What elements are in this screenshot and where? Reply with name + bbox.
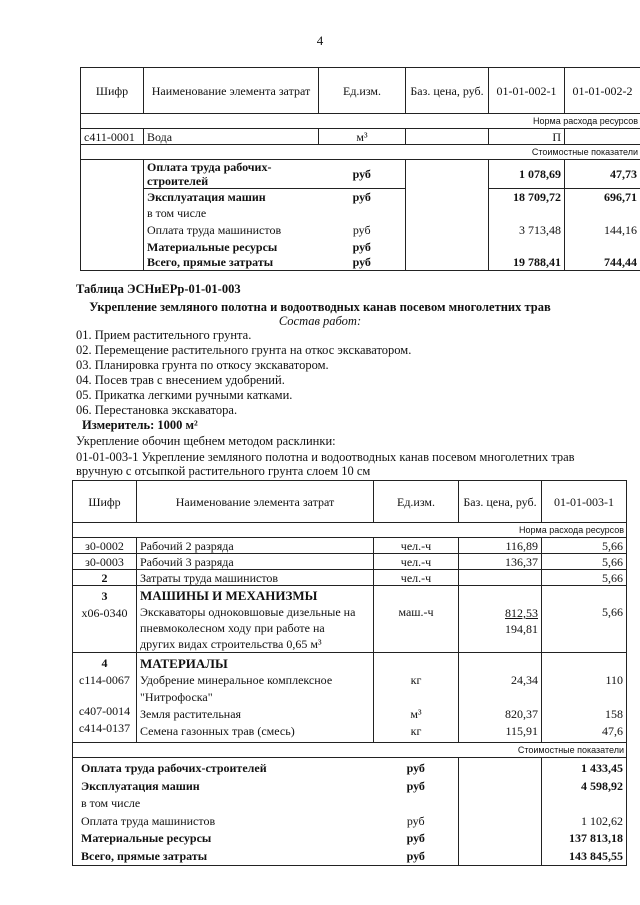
cell-price: 24,34 xyxy=(511,673,538,687)
cell-price: 194,81 xyxy=(505,622,538,636)
header-col5: 01-01-002-1 xyxy=(489,68,565,114)
description-line: Укрепление обочин щебнем методом расклинки: xyxy=(76,434,336,448)
table-row xyxy=(81,189,640,205)
cell-name: Рабочий 3 разряда xyxy=(137,554,374,570)
page-number: 4 xyxy=(316,33,324,48)
cell-norm: 5,66 xyxy=(542,554,627,570)
table-row xyxy=(73,538,627,554)
header-unit: Ед.изм. xyxy=(374,481,459,523)
cost-unit: руб xyxy=(406,831,425,845)
description-line: вручную с отсыпкой растительного грунта слоем 10 см xyxy=(76,464,371,478)
cell-code: с407-0014 xyxy=(78,704,131,718)
work-item: 05. Прикатка легкими ручными катками. xyxy=(76,388,293,402)
meter: Измеритель: 1000 м² xyxy=(82,418,198,432)
cost-name: Оплата труда машинистов xyxy=(81,813,216,828)
cell-code: с414-0137 xyxy=(78,721,131,735)
table-row xyxy=(73,586,627,653)
norm-label: Норма расхода ресурсов xyxy=(81,114,640,129)
cost-v2: 47,73 xyxy=(565,160,640,189)
cell-code: х06-0340 xyxy=(81,606,128,620)
cell-code: з0-0002 xyxy=(73,538,137,554)
resource-table-2 xyxy=(72,480,627,866)
table-row xyxy=(73,653,627,743)
header-code: Шифр xyxy=(73,481,137,523)
header-col5: 01-01-003-1 xyxy=(542,481,627,523)
works-heading: Состав работ: xyxy=(278,314,362,328)
cell-code: 2 xyxy=(73,570,137,586)
cost-label: Стоимостные показатели xyxy=(73,743,627,758)
cost-v2: 696,71 xyxy=(565,189,640,205)
cell-price: 136,37 xyxy=(459,554,542,570)
cost-name: Всего, прямые затраты xyxy=(81,848,208,863)
cell-norm: 47,6 xyxy=(602,724,623,738)
cell-unit: чел.-ч xyxy=(374,538,459,554)
cell-unit: кг xyxy=(410,673,422,687)
work-item: 01. Прием растительного грунта. xyxy=(76,328,252,342)
cell-code: с411-0001 xyxy=(81,129,144,145)
cost-name: Эксплуатация машин xyxy=(147,189,266,204)
header-name: Наименование элемента затрат xyxy=(137,481,374,523)
cell-unit: м³ xyxy=(410,707,422,721)
cost-v1: 3 713,48 xyxy=(489,221,565,239)
cell-price: 820,37 xyxy=(505,707,538,721)
cell-name: Удобрение минеральное комплексное xyxy=(140,673,333,687)
cost-unit: руб xyxy=(406,761,425,775)
table-row xyxy=(81,205,640,221)
section-number: 4 xyxy=(101,656,108,670)
table-row xyxy=(81,239,640,255)
table-title: Таблица ЭСНиЕРр-01-01-003 xyxy=(76,282,241,296)
cell-code: с114-0067 xyxy=(79,673,130,687)
cost-v2: 144,16 xyxy=(565,221,640,239)
table-row xyxy=(81,129,640,145)
cell-unit: чел.-ч xyxy=(374,554,459,570)
cell-name: других видах строительства 0,65 м³ xyxy=(140,637,322,651)
table-row xyxy=(81,160,640,189)
section-number: 3 xyxy=(101,589,108,603)
table-subtitle: Укрепление земляного полотна и водоотводных канав посевом многолетних трав xyxy=(89,300,551,314)
cost-name: Материальные ресурсы xyxy=(147,239,278,254)
header-price: Баз. цена, руб. xyxy=(406,68,489,114)
work-item: 06. Перестановка экскаватора. xyxy=(76,403,238,417)
cost-name: в том числе xyxy=(147,205,207,220)
cell-col6 xyxy=(565,129,640,145)
cell-norm: 5,66 xyxy=(542,586,627,653)
cost-name: Эксплуатация машин xyxy=(81,778,200,793)
cost-unit: руб xyxy=(352,222,371,237)
cell-name: "Нитрофоска" xyxy=(140,690,213,704)
cell-name: Экскаваторы одноковшовые дизельные на xyxy=(140,605,356,619)
table-header-row xyxy=(73,481,627,523)
header-code: Шифр xyxy=(81,68,144,114)
cost-unit: руб xyxy=(319,255,406,271)
cost-value: 1 433,45 xyxy=(581,761,623,775)
cell-code: з0-0003 xyxy=(73,554,137,570)
cell-unit: кг xyxy=(410,724,422,738)
cost-label: Стоимостные показатели xyxy=(81,145,640,160)
cost-unit: руб xyxy=(352,189,371,204)
cell-norm: 5,66 xyxy=(542,570,627,586)
cost-unit: руб xyxy=(406,848,425,863)
cell-name: Рабочий 2 разряда xyxy=(137,538,374,554)
cost-value: 143 845,55 xyxy=(569,848,623,863)
cost-block xyxy=(73,758,627,866)
cell-name: Земля растительная xyxy=(140,707,242,721)
work-item: 04. Посев трав с внесением удобрений. xyxy=(76,373,285,387)
cell-price: 116,89 xyxy=(459,538,542,554)
table-row xyxy=(81,221,640,239)
header-price: Баз. цена, руб. xyxy=(459,481,542,523)
cost-name: Оплата труда рабочих-строителей xyxy=(81,761,267,775)
header-name: Наименование элемента затрат xyxy=(144,68,319,114)
table-row xyxy=(73,554,627,570)
table-header-row xyxy=(81,68,640,114)
cost-unit: руб xyxy=(352,239,371,254)
cost-unit: руб xyxy=(406,778,425,793)
cost-value: 137 813,18 xyxy=(569,831,623,845)
cell-price xyxy=(406,129,489,145)
cell-price: 812,53 xyxy=(505,606,538,620)
description-line: 01-01-003-1 Укрепление земляного полотна и водоотводных канав посевом многолетних трав xyxy=(76,450,575,464)
section-title: МАШИНЫ И МЕХАНИЗМЫ xyxy=(140,588,318,603)
cell-name: пневмоколесном ходу при работе на xyxy=(140,621,325,635)
cell-name: Вода xyxy=(144,129,319,145)
table-row xyxy=(81,255,640,271)
cell-unit: маш.-ч xyxy=(374,586,459,653)
table-row xyxy=(73,570,627,586)
cell-unit: чел.-ч xyxy=(374,570,459,586)
cell-norm: 110 xyxy=(605,673,623,687)
header-col6: 01-01-002-2 xyxy=(565,68,640,114)
cost-name: Оплата труда машинистов xyxy=(147,222,282,237)
cell-name: Семена газонных трав (смесь) xyxy=(140,724,295,738)
section-title: МАТЕРИАЛЫ xyxy=(140,656,228,671)
cost-unit: руб xyxy=(406,813,425,828)
cell-name: Затраты труда машинистов xyxy=(137,570,374,586)
cost-name: в том числе xyxy=(81,796,141,810)
cost-name: Оплата труда рабочих-строителей xyxy=(144,160,319,189)
cost-v2: 744,44 xyxy=(565,255,640,271)
work-item: 02. Перемещение растительного грунта на откос экскаватором. xyxy=(76,343,412,357)
cell-unit: м³ xyxy=(319,129,406,145)
cost-name: Материальные ресурсы xyxy=(81,831,212,845)
cost-v1: 1 078,69 xyxy=(489,160,565,189)
cost-unit: руб xyxy=(319,160,406,189)
resource-table-1 xyxy=(80,67,640,271)
norm-label: Норма расхода ресурсов xyxy=(73,523,627,538)
cost-v1: 19 788,41 xyxy=(489,255,565,271)
header-unit: Ед.изм. xyxy=(319,68,406,114)
cell-norm: 158 xyxy=(605,707,623,721)
cell-price xyxy=(459,570,542,586)
cost-v1: 18 709,72 xyxy=(489,189,565,205)
cost-value: 1 102,62 xyxy=(581,813,623,828)
cell-norm: 5,66 xyxy=(542,538,627,554)
work-item: 03. Планировка грунта по откосу экскаватором. xyxy=(76,358,329,372)
cost-value: 4 598,92 xyxy=(581,778,623,793)
cell-price: 115,91 xyxy=(505,724,538,738)
cost-name: Всего, прямые затраты xyxy=(144,255,319,271)
cell-col5: П xyxy=(489,129,565,145)
